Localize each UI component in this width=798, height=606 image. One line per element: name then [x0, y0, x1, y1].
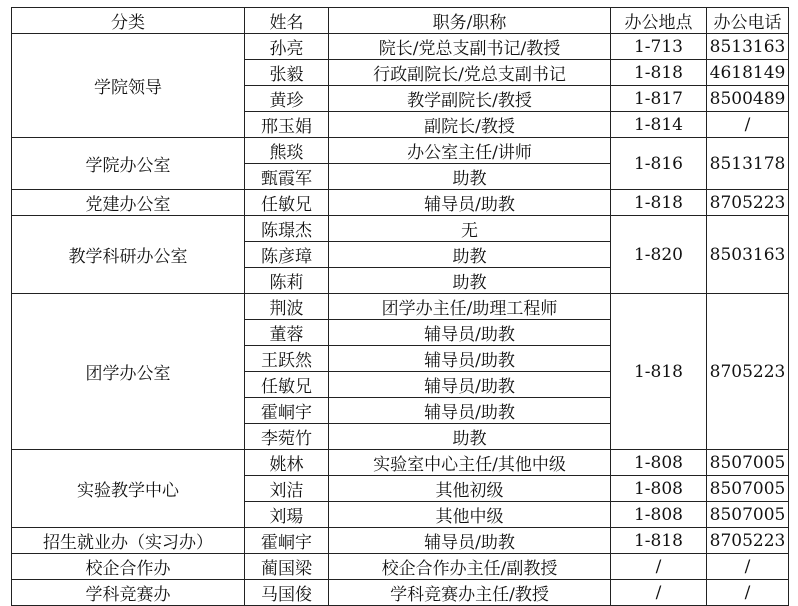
table-row	[12, 190, 789, 216]
header-name: 姓名	[245, 8, 329, 34]
category-cell: 招生就业办（实习办）	[12, 528, 245, 554]
title-cell: 助教	[329, 164, 611, 190]
header-category: 分类	[12, 8, 245, 34]
category-cell: 学科竞赛办	[12, 580, 245, 606]
title-cell: 行政副院长/党总支副书记	[329, 60, 611, 86]
table-row	[12, 450, 789, 476]
office-cell: /	[611, 554, 707, 580]
table-row	[12, 216, 789, 242]
title-cell: 院长/党总支副书记/教授	[329, 34, 611, 60]
name-cell: 甄霞军	[245, 164, 329, 190]
phone-cell: 8507005	[707, 450, 789, 476]
name-cell: 蔺国梁	[245, 554, 329, 580]
name-cell: 刘洁	[245, 476, 329, 502]
title-cell: 学科竞赛办主任/教授	[329, 580, 611, 606]
office-cell: 1-814	[611, 112, 707, 138]
table-row	[12, 528, 789, 554]
title-cell: 其他中级	[329, 502, 611, 528]
phone-cell: 8507005	[707, 476, 789, 502]
title-cell: 团学办主任/助理工程师	[329, 294, 611, 320]
office-cell: 1-820	[611, 216, 707, 294]
name-cell: 王跃然	[245, 346, 329, 372]
phone-cell: 8507005	[707, 502, 789, 528]
category-cell: 团学办公室	[12, 294, 245, 450]
table-body	[12, 34, 789, 606]
category-cell: 学院办公室	[12, 138, 245, 190]
name-cell: 黄珍	[245, 86, 329, 112]
name-cell: 熊琰	[245, 138, 329, 164]
office-cell: 1-808	[611, 450, 707, 476]
office-cell: 1-808	[611, 476, 707, 502]
table-row	[12, 580, 789, 606]
office-cell: 1-816	[611, 138, 707, 190]
title-cell: 校企合作办主任/副教授	[329, 554, 611, 580]
office-cell: 1-818	[611, 294, 707, 450]
phone-cell: 8503163	[707, 216, 789, 294]
name-cell: 李菀竹	[245, 424, 329, 450]
header-row	[12, 8, 789, 34]
staff-directory-table	[11, 7, 789, 606]
table-header	[12, 8, 789, 34]
category-cell: 教学科研办公室	[12, 216, 245, 294]
office-cell: /	[611, 580, 707, 606]
name-cell: 马国俊	[245, 580, 329, 606]
office-cell: 1-818	[611, 190, 707, 216]
phone-cell: 4618149	[707, 60, 789, 86]
phone-cell: 8705223	[707, 528, 789, 554]
phone-cell: 8500489	[707, 86, 789, 112]
header-office: 办公地点	[611, 8, 707, 34]
title-cell: 教学副院长/教授	[329, 86, 611, 112]
name-cell: 董蓉	[245, 320, 329, 346]
name-cell: 陈璟杰	[245, 216, 329, 242]
name-cell: 任敏兄	[245, 190, 329, 216]
name-cell: 张毅	[245, 60, 329, 86]
title-cell: 辅导员/助教	[329, 320, 611, 346]
table-row	[12, 554, 789, 580]
title-cell: 辅导员/助教	[329, 398, 611, 424]
category-cell: 实验教学中心	[12, 450, 245, 528]
header-title: 职务/职称	[329, 8, 611, 34]
title-cell: 助教	[329, 242, 611, 268]
name-cell: 邢玉娟	[245, 112, 329, 138]
title-cell: 副院长/教授	[329, 112, 611, 138]
phone-cell: 8705223	[707, 190, 789, 216]
title-cell: 其他初级	[329, 476, 611, 502]
phone-cell: /	[707, 554, 789, 580]
name-cell: 姚林	[245, 450, 329, 476]
category-cell: 学院领导	[12, 34, 245, 138]
office-cell: 1-818	[611, 528, 707, 554]
office-cell: 1-817	[611, 86, 707, 112]
name-cell: 陈莉	[245, 268, 329, 294]
title-cell: 辅导员/助教	[329, 190, 611, 216]
name-cell: 霍峒宇	[245, 398, 329, 424]
name-cell: 荆波	[245, 294, 329, 320]
name-cell: 霍峒宇	[245, 528, 329, 554]
office-cell: 1-808	[611, 502, 707, 528]
title-cell: 辅导员/助教	[329, 372, 611, 398]
name-cell: 任敏兄	[245, 372, 329, 398]
name-cell: 刘瑒	[245, 502, 329, 528]
phone-cell: /	[707, 112, 789, 138]
title-cell: 实验室中心主任/其他中级	[329, 450, 611, 476]
title-cell: 无	[329, 216, 611, 242]
phone-cell: 8705223	[707, 294, 789, 450]
table-row	[12, 138, 789, 164]
table-row	[12, 34, 789, 60]
phone-cell: /	[707, 580, 789, 606]
title-cell: 办公室主任/讲师	[329, 138, 611, 164]
name-cell: 陈彦璋	[245, 242, 329, 268]
name-cell: 孙亮	[245, 34, 329, 60]
phone-cell: 8513163	[707, 34, 789, 60]
title-cell: 辅导员/助教	[329, 346, 611, 372]
title-cell: 助教	[329, 424, 611, 450]
phone-cell: 8513178	[707, 138, 789, 190]
title-cell: 辅导员/助教	[329, 528, 611, 554]
category-cell: 校企合作办	[12, 554, 245, 580]
title-cell: 助教	[329, 268, 611, 294]
office-cell: 1-818	[611, 60, 707, 86]
header-phone: 办公电话	[707, 8, 789, 34]
category-cell: 党建办公室	[12, 190, 245, 216]
table-row	[12, 294, 789, 320]
office-cell: 1-713	[611, 34, 707, 60]
